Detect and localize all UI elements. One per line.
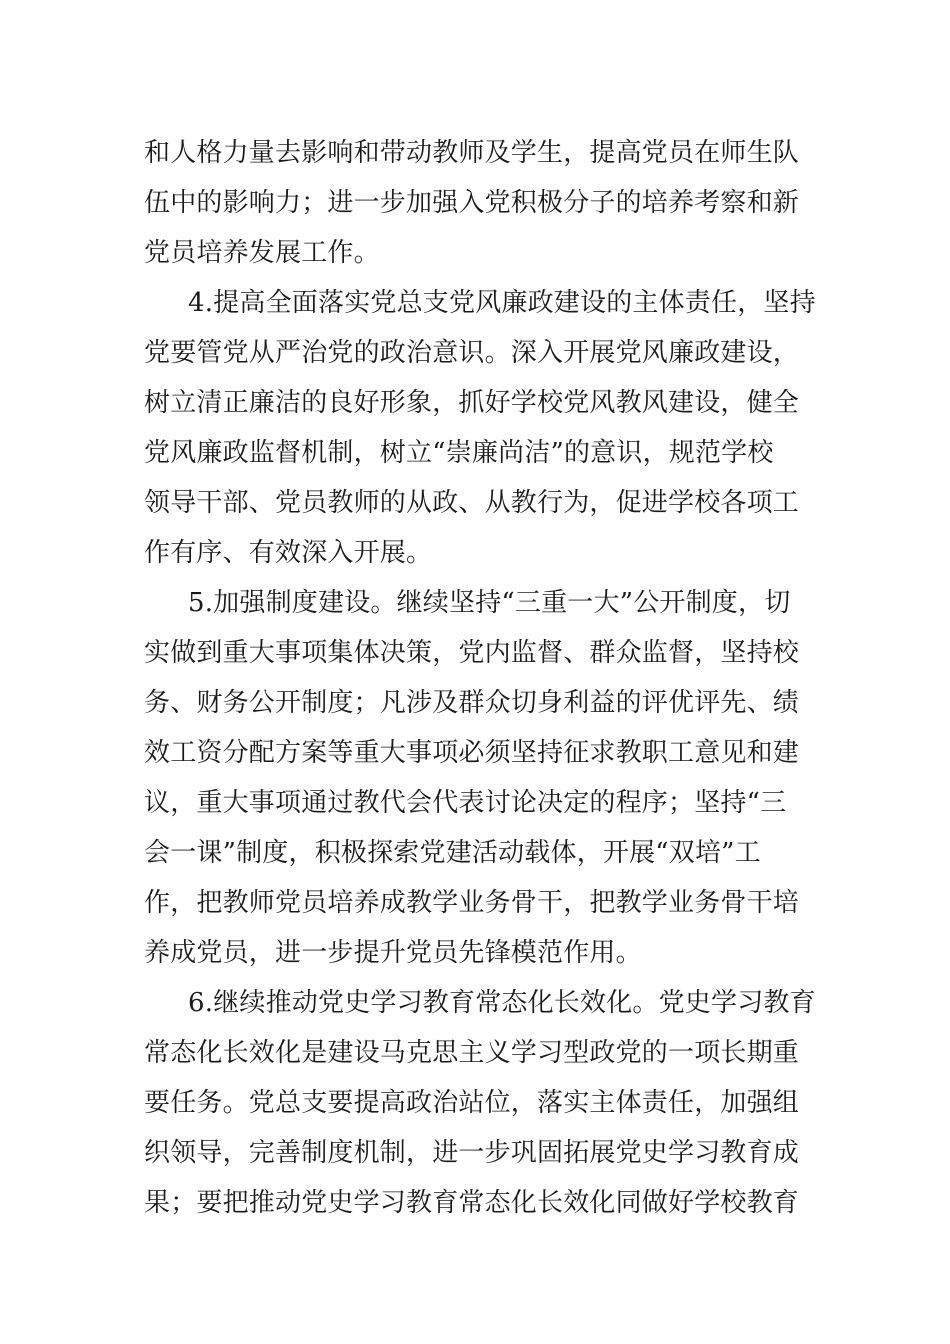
text-line: 养成党员，进一步提升党员先锋模范作用。	[144, 938, 642, 968]
text-line: 议，重大事项通过教代会代表讨论决定的程序；坚持“三	[144, 788, 787, 818]
text-line: 党员培养发展工作。	[144, 238, 380, 268]
text-line: 要任务。党总支要提高政治站位，落实主体责任，加强组	[144, 1088, 800, 1118]
text-line: 党风廉政监督机制，树立“崇廉尚洁”的意识，规范学校	[144, 438, 774, 468]
text-line: 常态化长效化是建设马克思主义学习型政党的一项长期重	[144, 1038, 800, 1068]
text-line: 果；要把推动党史学习教育常态化长效化同做好学校教育	[144, 1188, 800, 1218]
text-line: 实做到重大事项集体决策，党内监督、群众监督，坚持校	[144, 638, 800, 668]
text-line: 伍中的影响力；进一步加强入党积极分子的培养考察和新	[144, 188, 800, 218]
text-line: 作，把教师党员培养成教学业务骨干，把教学业务骨干培	[144, 888, 800, 918]
text-line: 效工资分配方案等重大事项必须坚持征求教职工意见和建	[144, 738, 800, 768]
text-line: 会一课”制度，积极探索党建活动载体，开展“双培”工	[144, 838, 761, 868]
text-line: 织领导，完善制度机制，进一步巩固拓展党史学习教育成	[144, 1138, 800, 1168]
text-line: 和人格力量去影响和带动教师及学生，提高党员在师生队	[144, 138, 800, 168]
text-line: 务、财务公开制度；凡涉及群众切身利益的评优评先、绩	[144, 688, 800, 718]
text-line: 领导干部、党员教师的从政、从教行为，促进学校各项工	[144, 488, 800, 518]
text-line: 党要管党从严治党的政治意识。深入开展党风廉政建设，	[144, 338, 800, 368]
text-line: 树立清正廉洁的良好形象，抓好学校党风教风建设，健全	[144, 388, 800, 418]
paragraph-6-first-line: 6.继续推动党史学习教育常态化长效化。党史学习教育	[188, 988, 816, 1018]
text-line: 作有序、有效深入开展。	[144, 538, 433, 568]
paragraph-5-first-line: 5.加强制度建设。继续坚持“三重一大”公开制度，切	[188, 588, 791, 618]
paragraph-4-first-line: 4.提高全面落实党总支党风廉政建设的主体责任，坚持	[188, 288, 816, 318]
